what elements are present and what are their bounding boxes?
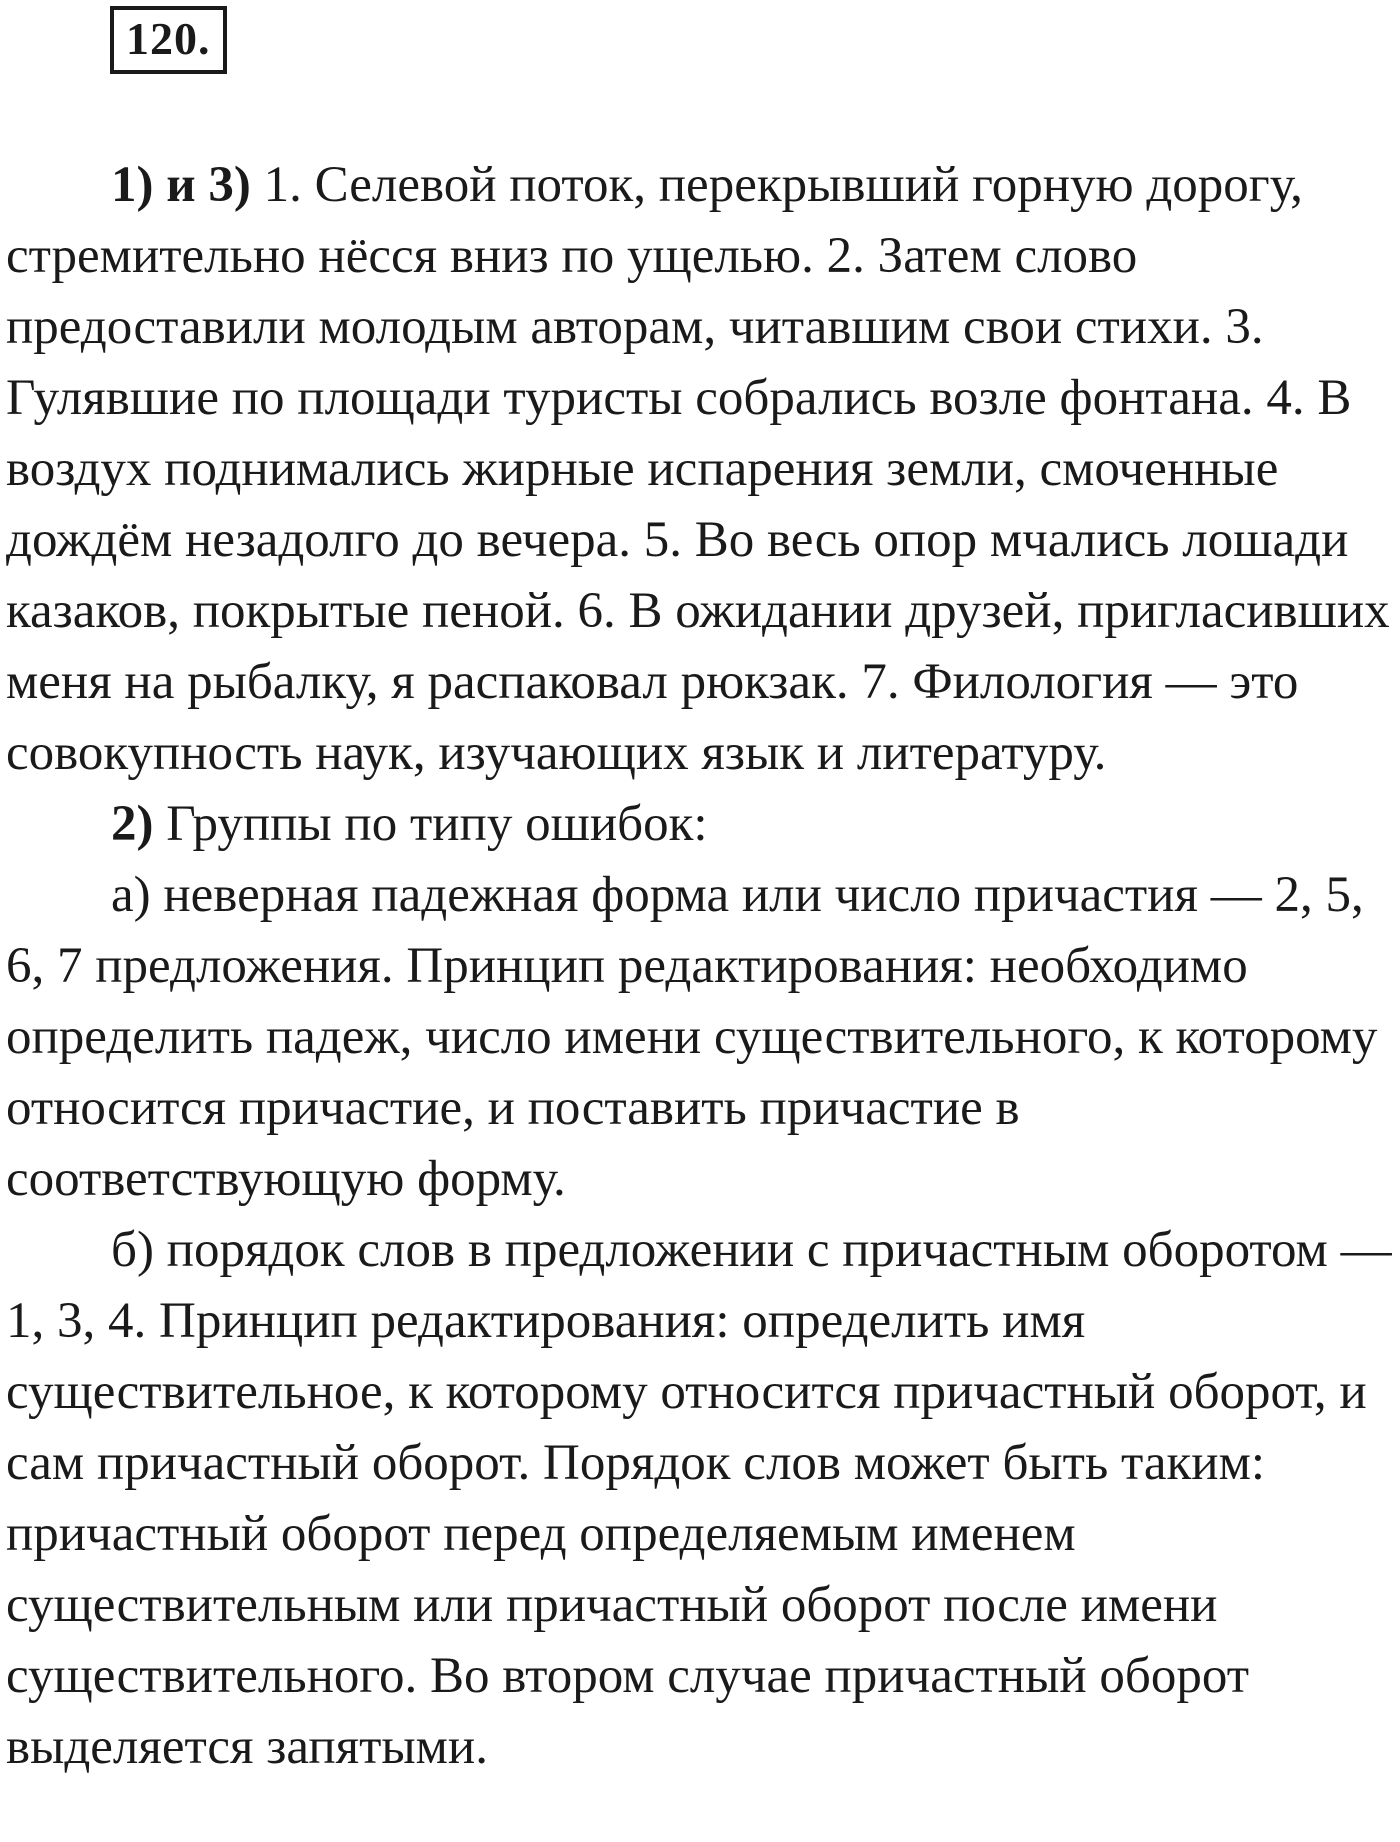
paragraph-text: 1. Селевой поток, перекрывший горную дорогу, стремительно нёсся вниз по ущелью. 2. Затем слово предоставили молодым авторам, читавшим свои стихи. 3. Гулявшие по площади туристы собрались возле фонтана. 4. В воздух поднимались жирные испарения земли, смоченные дождём незадолго до вечера. 5. Во весь опор мчались лошади казаков, покрытые пеной. 6. В ожидании друзей, пригласивших меня на рыбалку, я распаковал рюкзак. 7. Филология — это совокупность наук, изучающих язык и литературу. [6, 157, 1390, 781]
paragraph-group-b [6, 1215, 1396, 1783]
paragraph-group-a [6, 860, 1396, 1215]
paragraph-answers-1-3 [6, 150, 1396, 789]
paragraph-label: 1) и 3) [111, 157, 251, 213]
paragraph-text: а) неверная падежная форма или число причастия — 2, 5, 6, 7 предложения. Принцип редактирования: необходимо определить падеж, число имени существительного, к которому относится причастие, и поставить причастие в соответствующую форму. [6, 867, 1378, 1207]
paragraph-label: 2) [111, 796, 154, 852]
exercise-number: 120. [126, 13, 211, 64]
answer-text [6, 150, 1396, 1783]
paragraph-text: б) порядок слов в предложении с причастным оборотом — 1, 3, 4. Принцип редактирования: определить имя существительное, к которому относится причастный оборот, и сам причастный оборот. Порядок слов может быть таким: причастный оборот перед определяемым именем существительным или причастный оборот после имени существительного. Во втором случае причастный оборот выделяется запятыми. [6, 1222, 1392, 1775]
exercise-number-box [110, 6, 227, 74]
paragraph-answer-2 [6, 789, 1396, 860]
paragraph-text: Группы по типу ошибок: [153, 796, 708, 852]
